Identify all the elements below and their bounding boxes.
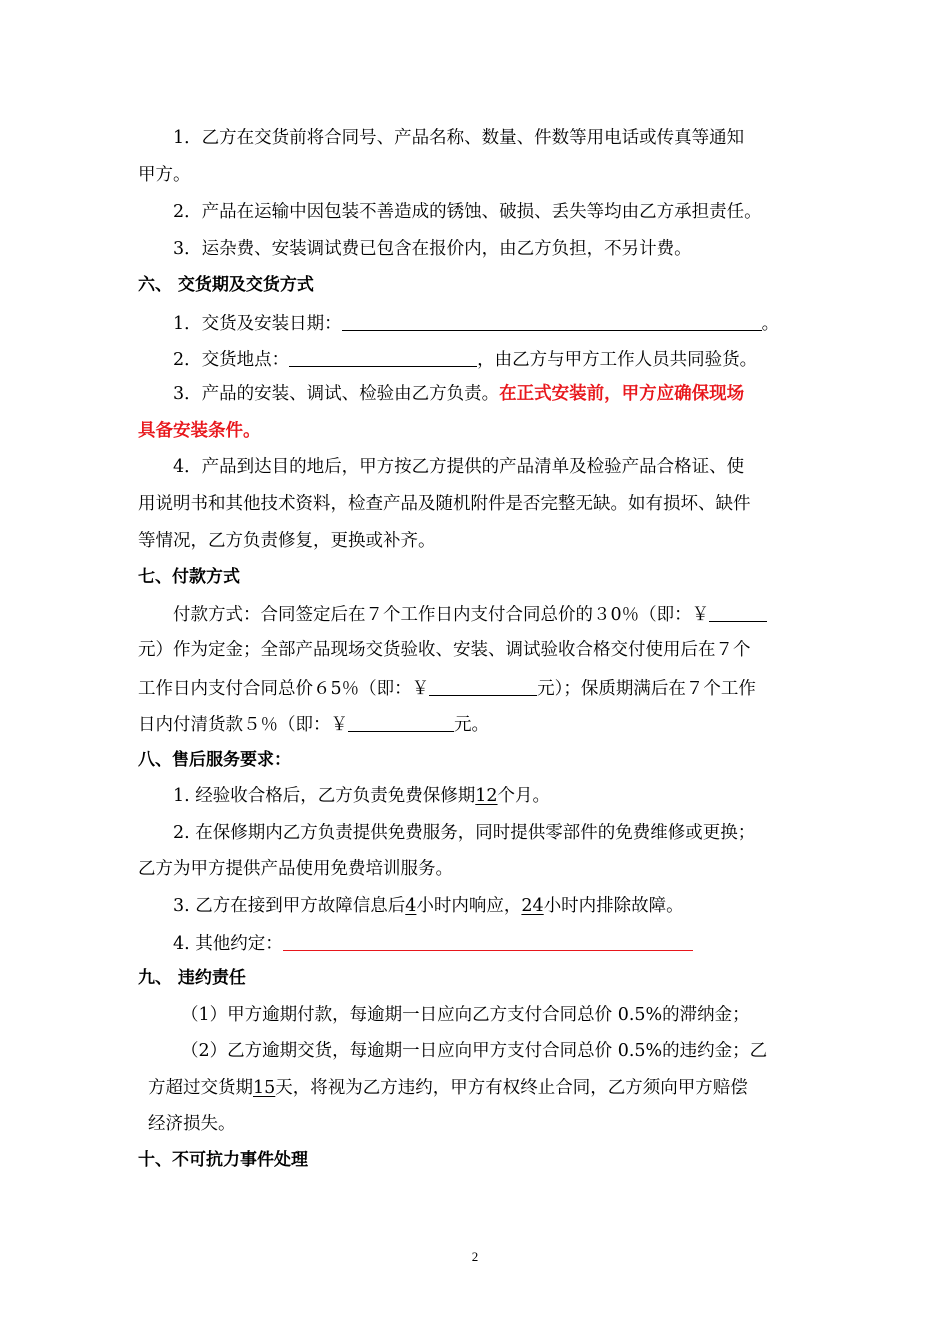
s5-item-1-cont: 甲方。 [138,165,191,185]
s6-item-3-emphasis-cont: 具备安装条件。 [138,421,261,441]
overdue-text: 方超过交货期 [148,1078,253,1098]
delivery-date-label: 1．交货及安装日期： [173,314,342,334]
delivery-place-blank [289,346,477,367]
s6-item-3 [173,382,744,406]
s6-item-3-text: 3．产品的安装、调试、检验由乙方负责。 [173,384,500,404]
s7-line-2: 元）作为定金；全部产品现场交货验收、安装、调试验收合格交付使用后在７个 [138,640,751,660]
s7-line-4 [138,711,489,737]
s6-item-3-emphasis: 在正式安装前，甲方应确保现场 [499,384,745,404]
s8-item-3 [173,894,684,918]
s8-item-4 [173,930,693,956]
response-hours: 4 [405,896,417,916]
page-number: 2 [471,1249,479,1264]
s5-item-3: 3．运杂费、安装调试费已包含在报价内，由乙方负担，不另计费。 [173,239,692,259]
section-9-heading: 九、 违约责任 [138,968,246,988]
response-text: 3. 乙方在接到甲方故障信息后 [173,896,406,916]
s8-item-2-cont: 乙方为甲方提供产品使用免费培训服务。 [138,859,453,879]
delivery-date-end: 。 [761,314,780,334]
s5-item-1: 1．乙方在交货前将合同号、产品名称、数量、件数等用电话或传真等通知 [173,128,745,148]
s6-item-4: 4．产品到达目的地后，甲方按乙方提供的产品清单及检验产品合格证、使 [173,457,745,477]
s7-line-3 [138,675,756,701]
payment-65-text: 工作日内支付合同总价６5％（即：￥ [138,679,430,699]
payment-5-end: 元。 [454,715,489,735]
payment-5-amount-blank [348,711,454,732]
overdue-days: 15 [253,1078,276,1098]
repair-hours: 24 [521,896,544,916]
warranty-text: 1. 经验收合格后，乙方负责免费保修期 [173,786,476,806]
s9-item-2-cont-1 [148,1076,748,1100]
deposit-amount-blank [709,601,767,622]
s6-item-1 [173,310,779,336]
s5-item-2: 2．产品在运输中因包装不善造成的锈蚀、破损、丢失等均由乙方承担责任。 [173,202,762,222]
warranty-months: 12 [475,786,498,806]
warranty-unit: 个月。 [497,786,551,806]
s8-item-2: 2. 在保修期内乙方负责提供免费服务，同时提供零部件的免费维修或更换； [173,823,756,843]
delivery-place-end: ，由乙方与甲方工作人员共同验货。 [477,350,758,370]
s6-item-2 [173,346,757,372]
s8-item-1 [173,784,550,808]
s9-item-2-cont-2: 经济损失。 [148,1114,236,1134]
s9-item-1: （1）甲方逾期付款，每逾期一日应向乙方支付合同总价 0.5%的滞纳金； [181,1005,750,1025]
payment-65-end: 元）；保质期满后在７个工作 [537,679,756,699]
s6-item-4-cont-1: 用说明书和其他技术资料，检查产品及随机附件是否完整无缺。如有损坏、缺件 [138,494,751,514]
repair-end: 小时内排除故障。 [543,896,684,916]
payment-5-text: 日内付清货款５％（即：￥ [138,715,348,735]
payment-deposit-text: 付款方式：合同签定后在７个工作日内支付合同总价的３0％（即：￥ [173,605,710,625]
s9-item-2: （2）乙方逾期交货，每逾期一日应向甲方支付合同总价 0.5%的违约金；乙 [181,1041,768,1061]
section-7-heading: 七、付款方式 [138,567,240,587]
other-terms-blank [283,930,693,951]
response-mid: 小时内响应， [416,896,522,916]
s7-line-1 [173,601,767,627]
other-terms-label: 4. 其他约定： [173,934,283,954]
s6-item-4-cont-2: 等情况，乙方负责修复，更换或补齐。 [138,531,436,551]
section-6-heading: 六、 交货期及交货方式 [138,275,314,295]
payment-65-amount-blank [429,675,537,696]
delivery-date-blank [342,310,762,331]
section-8-heading: 八、售后服务要求： [138,750,291,770]
section-10-heading: 十、不可抗力事件处理 [138,1150,308,1170]
delivery-place-label: 2．交货地点： [173,350,290,370]
overdue-rest: 天，将视为乙方违约，甲方有权终止合同，乙方须向甲方赔偿 [275,1078,748,1098]
